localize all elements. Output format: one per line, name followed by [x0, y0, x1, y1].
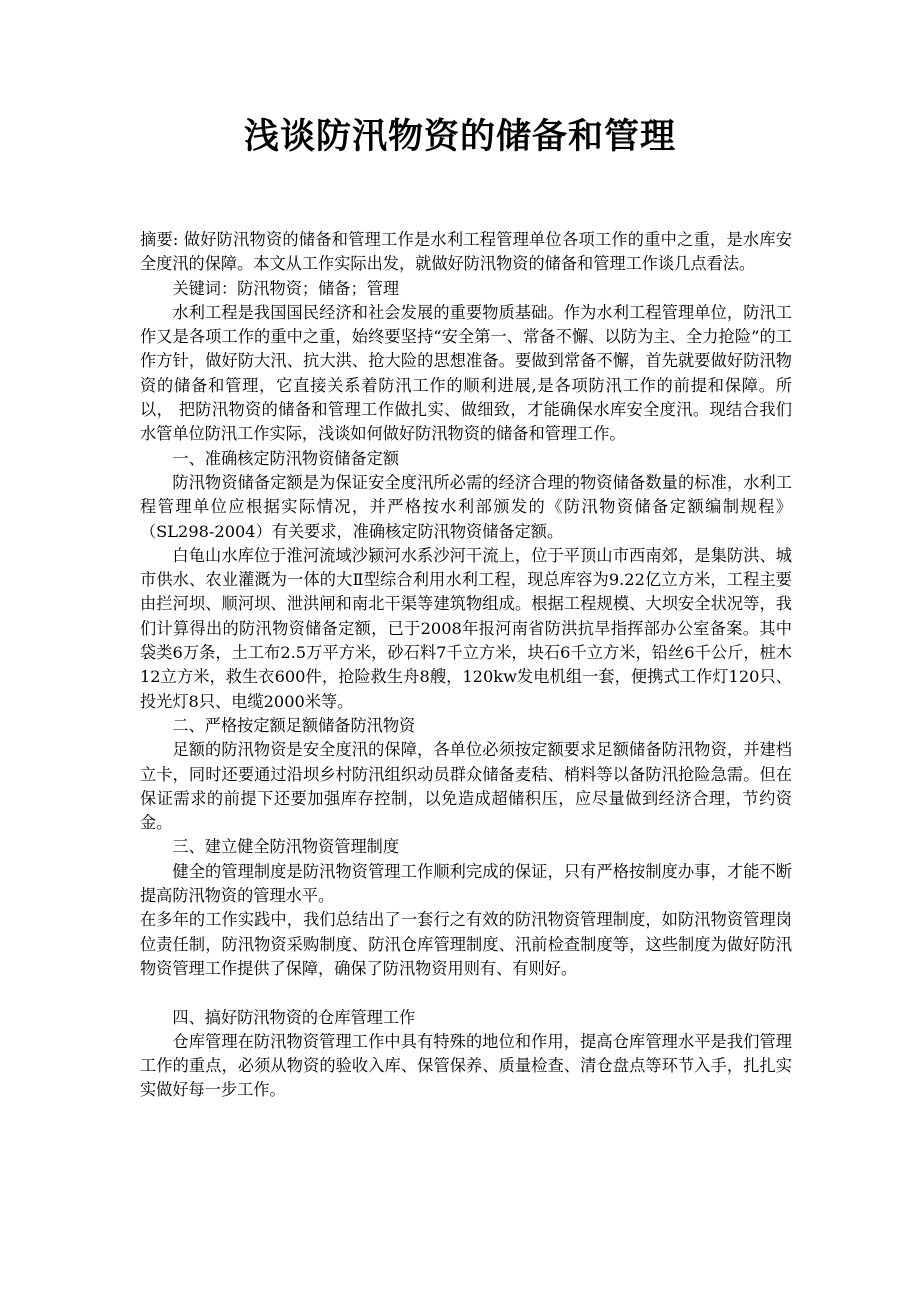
abstract-paragraph: 摘要: 做好防汛物资的储备和管理工作是水利工程管理单位各项工作的重中之重，是水库安全度汛的保障。本文从工作实际出发，就做好防汛物资的储备和管理工作谈几点看法。: [140, 230, 792, 274]
section-heading-1: 一、准确核定防汛物资储备定额: [172, 448, 400, 468]
document-title: 浅谈防汛物资的储备和管理: [243, 116, 676, 157]
section-1-paragraph-2: 白龟山水库位于淮河流域沙颍河水系沙河干流上，位于平顶山市西南郊，是集防洪、城市供水、农业灌溉为一体的大Ⅱ型综合利用水利工程，现总库容为9.22亿立方米，工程主要由拦河坝、顺河坝、泄洪闸和南北干渠等建筑物组成。根据工程规模、大坝安全状况等，我们计算得出的防汛物资储备定额，已于2008年报河南省防洪抗旱指挥部办公室备案。其中袋类6万条，土工布2.5万平方米，砂石料7千立方米，块石6千立方米，铅丝6千公斤，桩木12立方米，救生衣600件，抢险救生舟8艘，120kw发电机组一套，便携式工作灯120只、投光灯8只、电缆2000米等。: [140, 545, 792, 711]
section-4-paragraph-1: 仓库管理在防汛物资管理工作中具有特殊的地位和作用，提高仓库管理水平是我们管理工作的重点，必须从物资的验收入库、保管保养、质量检查、清仓盘点等环节入手，扎扎实实做好每一步工作。: [140, 1031, 792, 1100]
intro-paragraph: 水利工程是我国国民经济和社会发展的重要物质基础。作为水利工程管理单位，防汛工作又是各项工作的重中之重，始终要坚持“安全第一、常备不懈、以防为主、全力抢险”的工作方针，做好防大汛、抗大洪、抢大险的思想准备。要做到常备不懈，首先就要做好防汛物资的储备和管理，它直接关系着防汛工作的顺利进展,是各项防汛工作的前提和保障。所以， 把防汛物资的储备和管理工作做扎实、做细致，才能确保水库安全度汛。现结合我们水管单位防汛工作实际，浅谈如何做好防汛物资的储备和管理工作。: [140, 302, 792, 444]
section-heading-2: 二、严格按定额足额储备防汛物资: [172, 715, 416, 735]
keywords-line: 关键词：防汛物资；储备；管理: [172, 278, 400, 298]
section-heading-3: 三、建立健全防汛物资管理制度: [172, 837, 400, 857]
section-3-paragraph-2: 在多年的工作实践中，我们总结出了一套行之有效的防汛物资管理制度，如防汛物资管理岗位责任制，防汛物资采购制度、防汛仓库管理制度、汛前检查制度等，这些制度为做好防汛物资管理工作提供了保障，确保了防汛物资用则有、有则好。: [140, 910, 792, 978]
document-body: [140, 228, 792, 1103]
blank-line: [140, 981, 792, 1005]
section-3-paragraph-1: 健全的管理制度是防汛物资管理工作顺利完成的保证，只有严格按制度办事，才能不断提高防汛物资的管理水平。: [140, 861, 792, 906]
section-heading-4: 四、搞好防汛物资的仓库管理工作: [172, 1007, 416, 1027]
section-2-paragraph-1: 足额的防汛物资是安全度汛的保障，各单位必须按定额要求足额储备防汛物资，并建档立卡，同时还要通过沿坝乡村防汛组织动员群众储备麦秸、梢料等以备防汛抢险急需。但在保证需求的前提下还要加强库存控制，以免造成超储积压，应尽量做到经济合理，节约资金。: [140, 740, 792, 833]
section-1-paragraph-1: 防汛物资储备定额是为保证安全度汛所必需的经济合理的物资储备数量的标准，水利工程管理单位应根据实际情况，并严格按水利部颁发的《防汛物资储备定额编制规程》（SL298-2004）有关要求，准确核定防汛物资储备定额。: [140, 472, 792, 541]
